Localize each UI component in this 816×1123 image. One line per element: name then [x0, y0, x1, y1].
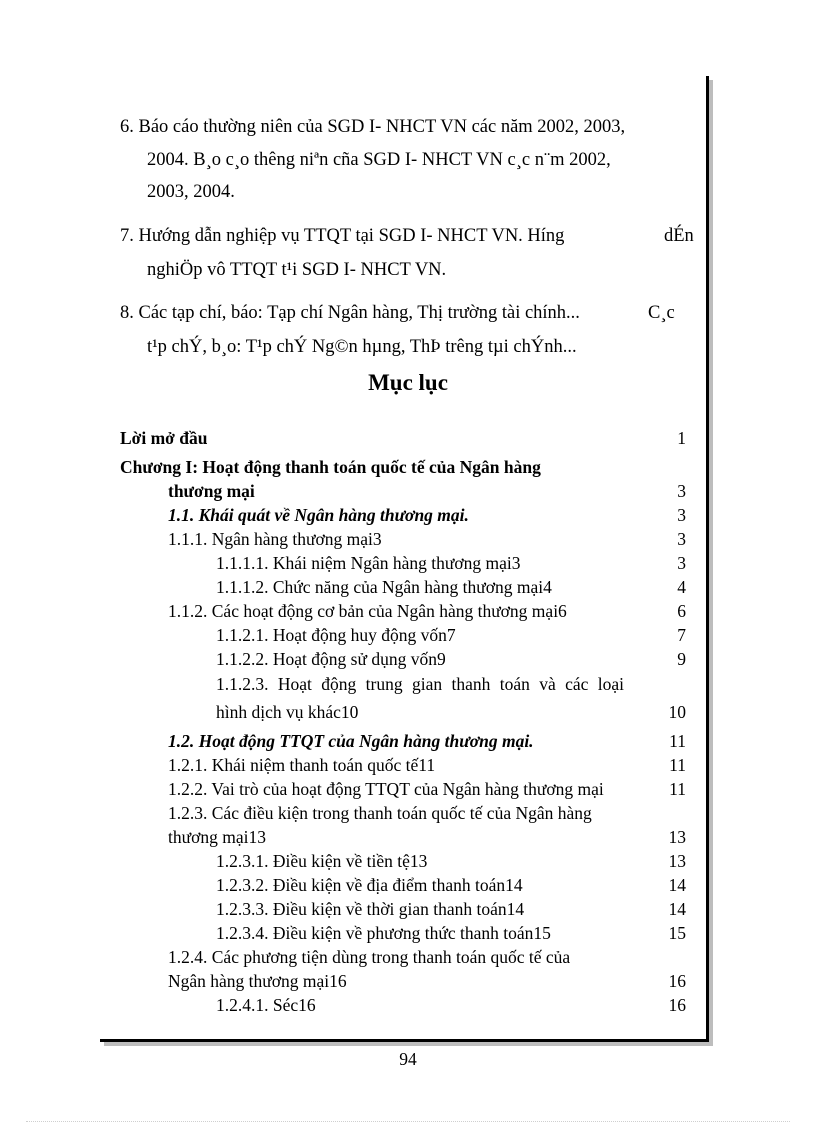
reference-7-line-1-right: dÉn [664, 226, 694, 246]
reference-8-line-1: 8. Các tạp chí, báo: Tạp chí Ngân hàng, Thị trường tài chính... [120, 303, 580, 323]
toc-entry-text[interactable]: Ngân hàng thương mại16 [168, 971, 347, 991]
toc-entry-text[interactable]: 1.2.1. Khái niệm thanh toán quốc tế11 [168, 755, 436, 775]
toc-entry-page: 7 [677, 625, 686, 645]
reference-6-line-2: 2004. B¸o c¸o thêng niªn cña SGD I- NHCT VN c¸c n¨m 2002, [147, 150, 611, 170]
toc-entry-text[interactable]: 1.2.4.1. Séc16 [216, 995, 316, 1015]
toc-entry-page: 11 [669, 755, 686, 775]
toc-entry-text[interactable]: thương mại [168, 481, 255, 501]
toc-heading: Mục lục [368, 370, 448, 395]
toc-entry-text[interactable]: hình dịch vụ khác10 [216, 702, 359, 722]
reference-6-line-3: 2003, 2004. [147, 182, 235, 202]
toc-entry-text[interactable]: 1.2.3.2. Điều kiện về địa điểm thanh toán14 [216, 875, 523, 895]
toc-entry-page: 11 [669, 731, 686, 751]
toc-entry-text[interactable]: 1.2.3.3. Điều kiện về thời gian thanh toán14 [216, 899, 525, 919]
toc-entry-page: 14 [668, 875, 686, 895]
toc-entry-page: 15 [668, 923, 686, 943]
toc-entry-text[interactable]: 1.1.2.1. Hoạt động huy động vốn7 [216, 625, 456, 645]
toc-entry-page: 3 [677, 481, 686, 501]
toc-entry-text[interactable]: 1.1.2. Các hoạt động cơ bản của Ngân hàng thương mại6 [168, 601, 567, 621]
toc-entry-text[interactable]: 1.1.2.2. Hoạt động sử dụng vốn9 [216, 649, 446, 669]
toc-entry-text[interactable]: 1.1.1. Ngân hàng thương mại3 [168, 529, 382, 549]
toc-entry-page: 3 [677, 505, 686, 525]
toc-entry-text[interactable]: 1.2.3.4. Điều kiện về phương thức thanh toán15 [216, 923, 551, 943]
toc-entry-page: 10 [668, 702, 686, 722]
toc-entry-page: 3 [677, 529, 686, 549]
toc-entry-text[interactable]: Chương I: Hoạt động thanh toán quốc tế của Ngân hàng [120, 457, 541, 477]
toc-entry-text[interactable]: 1.2.4. Các phương tiện dùng trong thanh toán quốc tế của [168, 947, 571, 967]
toc-entry-page: 14 [668, 899, 686, 919]
toc-entry-page: 16 [668, 995, 686, 1015]
reference-6-line-1: 6. Báo cáo thường niên của SGD I- NHCT VN các năm 2002, 2003, [120, 117, 626, 137]
toc-entry-page: 13 [668, 851, 686, 871]
toc-entry-text[interactable]: thương mại13 [168, 827, 266, 847]
toc-entry-page: 6 [677, 601, 686, 621]
page-number: 94 [399, 1049, 417, 1069]
toc-entry-page: 11 [669, 779, 686, 799]
reference-8-line-2: t¹p chÝ, b¸o: T¹p chÝ Ng©n hµng, ThÞ trêng tµi chÝnh... [147, 337, 577, 357]
toc-entry-text[interactable]: 1.2.2. Vai trò của hoạt động TTQT của Ngân hàng thương mại [168, 779, 604, 799]
toc-entry-text[interactable]: 1.1. Khái quát về Ngân hàng thương mại. [168, 505, 469, 525]
toc-entry-text[interactable]: 1.1.2.3. Hoạt động trung gian thanh toán và các loại [216, 674, 625, 694]
page-bottom-divider [26, 1121, 790, 1122]
toc-entry-page: 16 [668, 971, 686, 991]
toc-entry-page: 1 [677, 428, 686, 448]
toc-entry-text[interactable]: 1.1.1.2. Chức năng của Ngân hàng thương mại4 [216, 577, 552, 597]
toc-entry-text[interactable]: Lời mở đầu [120, 428, 208, 448]
toc-entry-text[interactable]: 1.1.1.1. Khái niệm Ngân hàng thương mại3 [216, 553, 521, 573]
toc-entry-page: 4 [677, 577, 686, 597]
toc-entry-page: 13 [668, 827, 686, 847]
toc-entry-page: 3 [677, 553, 686, 573]
toc-entry-text[interactable]: 1.2.3.1. Điều kiện về tiền tệ13 [216, 851, 428, 871]
reference-8-line-1-right: C¸c [648, 303, 675, 323]
toc-entry-text[interactable]: 1.2.3. Các điều kiện trong thanh toán quốc tế của Ngân hàng [168, 803, 592, 823]
reference-7-line-2: nghiÖp vô TTQT t¹i SGD I- NHCT VN. [147, 260, 447, 280]
toc-entry-page: 9 [677, 649, 686, 669]
toc-entry-text[interactable]: 1.2. Hoạt động TTQT của Ngân hàng thương mại. [168, 731, 534, 751]
reference-7-line-1: 7. Hướng dẫn nghiệp vụ TTQT tại SGD I- NHCT VN. Híng [120, 226, 565, 246]
